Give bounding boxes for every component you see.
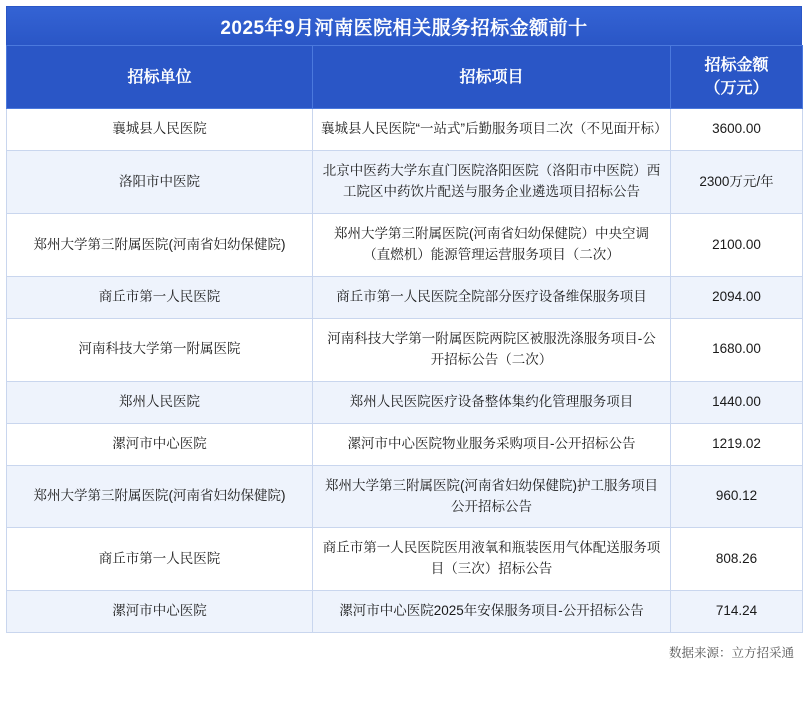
bid-amount-table (6, 45, 803, 633)
cell-project: 商丘市第一人民医院全院部分医疗设备维保服务项目 (313, 276, 671, 318)
cell-project: 漯河市中心医院2025年安保服务项目-公开招标公告 (313, 591, 671, 633)
column-header-amount-line1: 招标金额 (704, 57, 769, 74)
table-row (7, 465, 803, 528)
table-header-row (7, 46, 803, 109)
table-row (7, 528, 803, 591)
column-header-unit: 招标单位 (7, 46, 313, 109)
cell-unit: 商丘市第一人民医院 (7, 276, 313, 318)
cell-unit: 襄城县人民医院 (7, 109, 313, 151)
cell-project: 郑州大学第三附属医院(河南省妇幼保健院）中央空调（直燃机）能源管理运营服务项目（二次） (313, 214, 671, 277)
cell-unit: 河南科技大学第一附属医院 (7, 318, 313, 381)
cell-unit: 漯河市中心医院 (7, 423, 313, 465)
cell-unit: 洛阳市中医院 (7, 151, 313, 214)
cell-amount: 2300万元/年 (671, 151, 803, 214)
table-header (7, 46, 803, 109)
cell-project: 郑州人民医院医疗设备整体集约化管理服务项目 (313, 381, 671, 423)
column-header-project: 招标项目 (313, 46, 671, 109)
table-row (7, 109, 803, 151)
table-row (7, 381, 803, 423)
cell-amount: 714.24 (671, 591, 803, 633)
table-row (7, 151, 803, 214)
cell-amount: 808.26 (671, 528, 803, 591)
cell-unit: 郑州人民医院 (7, 381, 313, 423)
cell-amount: 2094.00 (671, 276, 803, 318)
cell-project: 河南科技大学第一附属医院两院区被服洗涤服务项目-公开招标公告（二次） (313, 318, 671, 381)
cell-amount: 2100.00 (671, 214, 803, 277)
cell-amount: 3600.00 (671, 109, 803, 151)
cell-project: 郑州大学第三附属医院(河南省妇幼保健院)护工服务项目公开招标公告 (313, 465, 671, 528)
table-body (7, 109, 803, 633)
cell-unit: 漯河市中心医院 (7, 591, 313, 633)
cell-project: 商丘市第一人民医院医用液氧和瓶装医用气体配送服务项目（三次）招标公告 (313, 528, 671, 591)
cell-amount: 1219.02 (671, 423, 803, 465)
cell-project: 漯河市中心医院物业服务采购项目-公开招标公告 (313, 423, 671, 465)
page-title: 2025年9月河南医院相关服务招标金额前十 (6, 6, 802, 45)
cell-amount: 960.12 (671, 465, 803, 528)
cell-project: 北京中医药大学东直门医院洛阳医院（洛阳市中医院）西工院区中药饮片配送与服务企业遴选项目招标公告 (313, 151, 671, 214)
cell-unit: 郑州大学第三附属医院(河南省妇幼保健院) (7, 465, 313, 528)
cell-unit: 郑州大学第三附属医院(河南省妇幼保健院) (7, 214, 313, 277)
cell-unit: 商丘市第一人民医院 (7, 528, 313, 591)
table-row (7, 423, 803, 465)
cell-project: 襄城县人民医院“一站式”后勤服务项目二次（不见面开标） (313, 109, 671, 151)
table-row (7, 591, 803, 633)
column-header-amount-line2: （万元） (704, 80, 769, 98)
data-source-note: 数据来源：立方招采通 (668, 646, 794, 661)
table-row (7, 318, 803, 381)
cell-amount: 1680.00 (671, 318, 803, 381)
column-header-amount (671, 46, 803, 109)
table-row (7, 276, 803, 318)
table-row (7, 214, 803, 277)
cell-amount: 1440.00 (671, 381, 803, 423)
